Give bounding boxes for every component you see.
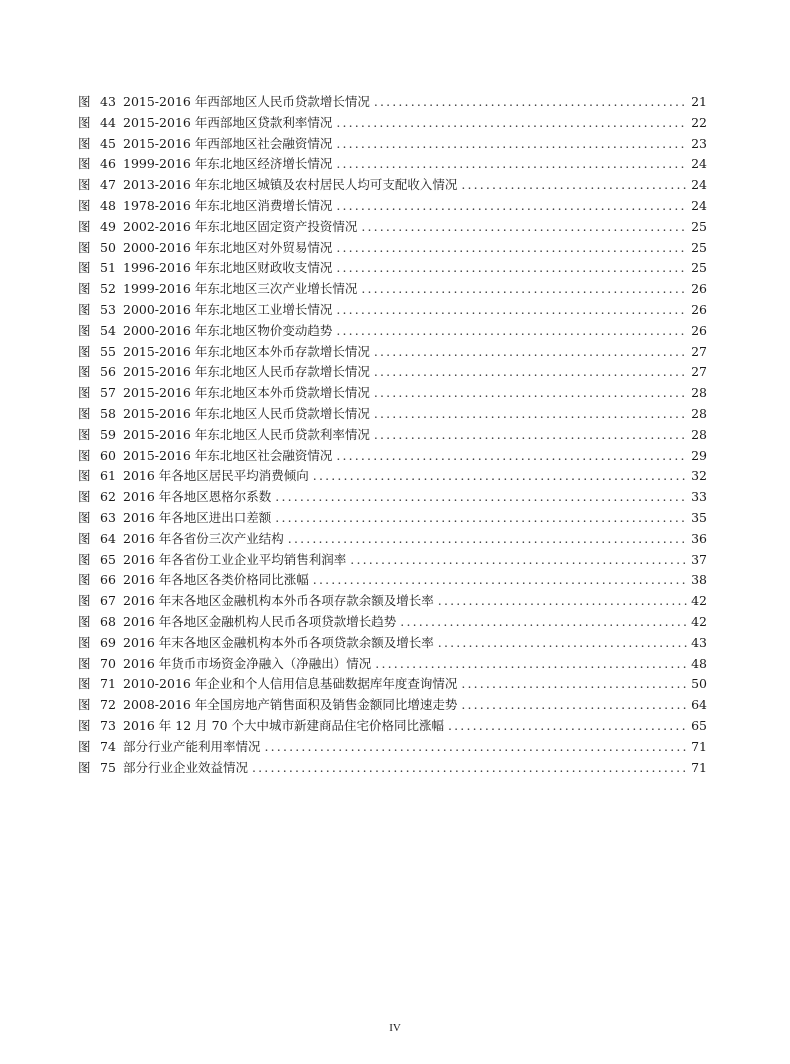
figure-label: 图 [78, 509, 91, 525]
dot-leader [336, 196, 687, 217]
figure-label: 图 [78, 447, 91, 463]
figure-number: 73 [100, 717, 116, 733]
page-reference: 28 [691, 405, 707, 421]
figure-label: 图 [78, 135, 91, 151]
dot-leader [374, 383, 687, 404]
figure-number: 47 [100, 177, 116, 193]
figure-number: 75 [100, 759, 116, 775]
dot-leader [461, 674, 687, 695]
figure-number: 57 [100, 385, 116, 401]
toc-entry[interactable] [78, 196, 707, 217]
dot-leader [336, 238, 687, 259]
figure-title: 2015-2016 年东北地区人民币贷款增长情况 [123, 405, 370, 421]
toc-entry[interactable] [78, 92, 707, 113]
toc-entry[interactable] [78, 425, 707, 446]
figure-title: 2015-2016 年西部地区社会融资情况 [123, 135, 333, 151]
figure-label: 图 [78, 738, 91, 754]
figure-label: 图 [78, 676, 91, 692]
figure-title: 2002-2016 年东北地区固定资产投资情况 [123, 218, 358, 234]
figure-number: 69 [100, 634, 116, 650]
figure-list [78, 92, 707, 778]
page-reference: 26 [691, 322, 707, 338]
toc-entry[interactable] [78, 737, 707, 758]
dot-leader [275, 487, 687, 508]
page-reference: 25 [691, 260, 707, 276]
toc-entry[interactable] [78, 238, 707, 259]
figure-label: 图 [78, 156, 91, 172]
page-number: IV [389, 1022, 401, 1034]
page-reference: 25 [691, 239, 707, 255]
figure-title: 2016 年各地区恩格尔系数 [123, 489, 272, 505]
page-reference: 27 [691, 343, 707, 359]
figure-label: 图 [78, 697, 91, 713]
dot-leader [252, 758, 687, 779]
toc-entry[interactable] [78, 300, 707, 321]
page-reference: 24 [691, 177, 707, 193]
page-reference: 48 [691, 655, 707, 671]
figure-label: 图 [78, 239, 91, 255]
figure-label: 图 [78, 197, 91, 213]
figure-title: 1996-2016 年东北地区财政收支情况 [123, 260, 333, 276]
toc-entry[interactable] [78, 550, 707, 571]
toc-entry[interactable] [78, 716, 707, 737]
figure-number: 49 [100, 218, 116, 234]
page-reference: 42 [691, 613, 707, 629]
dot-leader [361, 279, 687, 300]
toc-entry[interactable] [78, 570, 707, 591]
figure-title: 2016 年各地区金融机构人民币各项贷款增长趋势 [123, 613, 397, 629]
dot-leader [461, 695, 687, 716]
page-reference: 37 [691, 551, 707, 567]
figure-number: 55 [100, 343, 116, 359]
dot-leader [374, 92, 687, 113]
figure-title: 2015-2016 年东北地区社会融资情况 [123, 447, 333, 463]
page-reference: 50 [691, 676, 707, 692]
figure-title: 2015-2016 年东北地区本外币存款增长情况 [123, 343, 370, 359]
page-reference: 29 [691, 447, 707, 463]
figure-label: 图 [78, 218, 91, 234]
dot-leader [350, 550, 687, 571]
dot-leader [336, 134, 687, 155]
figure-number: 60 [100, 447, 116, 463]
toc-entry[interactable] [78, 154, 707, 175]
dot-leader [461, 175, 687, 196]
figure-number: 53 [100, 301, 116, 317]
figure-label: 图 [78, 655, 91, 671]
figure-title: 部分行业产能利用率情况 [123, 738, 261, 754]
figure-number: 52 [100, 281, 116, 297]
dot-leader [438, 591, 687, 612]
toc-entry[interactable] [78, 529, 707, 550]
figure-title: 2016 年货币市场资金净融入（净融出）情况 [123, 655, 372, 671]
dot-leader [275, 508, 687, 529]
page-reference: 28 [691, 426, 707, 442]
page-reference: 22 [691, 114, 707, 130]
figure-label: 图 [78, 281, 91, 297]
figure-label: 图 [78, 364, 91, 380]
dot-leader [375, 654, 687, 675]
dot-leader [361, 217, 687, 238]
figure-title: 2016 年 12 月 70 个大中城市新建商品住宅价格同比涨幅 [123, 717, 444, 733]
page-reference: 32 [691, 468, 707, 484]
figure-label: 图 [78, 426, 91, 442]
toc-entry[interactable] [78, 134, 707, 155]
dot-leader [400, 612, 687, 633]
figure-label: 图 [78, 593, 91, 609]
toc-entry[interactable] [78, 404, 707, 425]
toc-entry[interactable] [78, 446, 707, 467]
figure-number: 51 [100, 260, 116, 276]
figure-title: 1978-2016 年东北地区消费增长情况 [123, 197, 333, 213]
toc-entry[interactable] [78, 612, 707, 633]
figure-title: 2015-2016 年东北地区本外币贷款增长情况 [123, 385, 370, 401]
figure-label: 图 [78, 385, 91, 401]
figure-label: 图 [78, 260, 91, 276]
figure-number: 54 [100, 322, 116, 338]
figure-title: 2015-2016 年东北地区人民币贷款利率情况 [123, 426, 370, 442]
figure-number: 48 [100, 197, 116, 213]
figure-title: 2000-2016 年东北地区对外贸易情况 [123, 239, 333, 255]
figure-title: 2015-2016 年东北地区人民币存款增长情况 [123, 364, 370, 380]
figure-title: 2008-2016 年全国房地产销售面积及销售金额同比增速走势 [123, 697, 458, 713]
page-reference: 35 [691, 509, 707, 525]
figure-number: 70 [100, 655, 116, 671]
figure-title: 2016 年各地区进出口差额 [123, 509, 272, 525]
toc-entry[interactable] [78, 217, 707, 238]
toc-entry[interactable] [78, 113, 707, 134]
figure-number: 46 [100, 156, 116, 172]
figure-number: 68 [100, 613, 116, 629]
dot-leader [265, 737, 687, 758]
dot-leader [374, 425, 687, 446]
toc-entry[interactable] [78, 758, 707, 779]
figure-number: 65 [100, 551, 116, 567]
page-reference: 27 [691, 364, 707, 380]
figure-number: 66 [100, 572, 116, 588]
page-reference: 71 [691, 759, 707, 775]
figure-title: 1999-2016 年东北地区三次产业增长情况 [123, 281, 358, 297]
page-reference: 26 [691, 281, 707, 297]
dot-leader [288, 529, 687, 550]
figure-label: 图 [78, 177, 91, 193]
page-reference: 65 [691, 717, 707, 733]
dot-leader [313, 570, 687, 591]
figure-label: 图 [78, 613, 91, 629]
dot-leader [313, 466, 687, 487]
figure-label: 图 [78, 114, 91, 130]
figure-number: 72 [100, 697, 116, 713]
figure-number: 63 [100, 509, 116, 525]
figure-title: 2016 年末各地区金融机构本外币各项贷款余额及增长率 [123, 634, 434, 650]
figure-label: 图 [78, 572, 91, 588]
page-reference: 33 [691, 489, 707, 505]
figure-number: 50 [100, 239, 116, 255]
figure-number: 74 [100, 738, 116, 754]
figure-label: 图 [78, 322, 91, 338]
figure-title: 1999-2016 年东北地区经济增长情况 [123, 156, 333, 172]
figure-title: 2016 年末各地区金融机构本外币各项存款余额及增长率 [123, 593, 434, 609]
figure-number: 43 [100, 94, 116, 109]
figure-number: 61 [100, 468, 116, 484]
toc-entry[interactable] [78, 279, 707, 300]
dot-leader [336, 113, 687, 134]
toc-entry[interactable] [78, 695, 707, 716]
figure-title: 部分行业企业效益情况 [123, 759, 249, 775]
figure-label: 图 [78, 301, 91, 317]
page-reference: 23 [691, 135, 707, 151]
toc-entry[interactable] [78, 321, 707, 342]
dot-leader [336, 154, 687, 175]
toc-entry[interactable] [78, 674, 707, 695]
figure-title: 2015-2016 年西部地区贷款利率情况 [123, 114, 333, 130]
page-reference: 71 [691, 738, 707, 754]
figure-label: 图 [78, 634, 91, 650]
figure-label: 图 [78, 530, 91, 546]
dot-leader [336, 446, 687, 467]
dot-leader [336, 300, 687, 321]
toc-entry[interactable] [78, 175, 707, 196]
figure-number: 62 [100, 489, 116, 505]
figure-title: 2000-2016 年东北地区物价变动趋势 [123, 322, 333, 338]
dot-leader [336, 258, 687, 279]
figure-number: 64 [100, 530, 116, 546]
page-reference: 25 [691, 218, 707, 234]
figure-label: 图 [78, 717, 91, 733]
toc-entry[interactable] [78, 466, 707, 487]
figure-title: 2013-2016 年东北地区城镇及农村居民人均可支配收入情况 [123, 177, 458, 193]
toc-entry[interactable] [78, 362, 707, 383]
figure-title: 2016 年各省份工业企业平均销售利润率 [123, 551, 347, 567]
toc-entry[interactable] [78, 654, 707, 675]
figure-number: 71 [100, 676, 116, 692]
figure-label: 图 [78, 551, 91, 567]
page-reference: 64 [691, 697, 707, 713]
figure-number: 44 [100, 114, 116, 130]
dot-leader [374, 362, 687, 383]
page-reference: 21 [691, 94, 707, 109]
page-reference: 24 [691, 156, 707, 172]
page-reference: 43 [691, 634, 707, 650]
page-reference: 36 [691, 530, 707, 546]
figure-number: 58 [100, 405, 116, 421]
figure-label: 图 [78, 489, 91, 505]
toc-entry[interactable] [78, 383, 707, 404]
dot-leader [374, 342, 687, 363]
dot-leader [448, 716, 687, 737]
figure-number: 45 [100, 135, 116, 151]
figure-number: 56 [100, 364, 116, 380]
figure-title: 2010-2016 年企业和个人信用信息基础数据库年度查询情况 [123, 676, 458, 692]
page-reference: 42 [691, 593, 707, 609]
toc-entry[interactable] [78, 633, 707, 654]
page-reference: 26 [691, 301, 707, 317]
toc-entry[interactable] [78, 342, 707, 363]
page-reference: 38 [691, 572, 707, 588]
page-reference: 28 [691, 385, 707, 401]
toc-entry[interactable] [78, 508, 707, 529]
figure-title: 2016 年各省份三次产业结构 [123, 530, 284, 546]
toc-entry[interactable] [78, 591, 707, 612]
figure-label: 图 [78, 94, 91, 109]
figure-number: 67 [100, 593, 116, 609]
figure-title: 2016 年各地区居民平均消费倾向 [123, 468, 309, 484]
figure-title: 2015-2016 年西部地区人民币贷款增长情况 [123, 94, 370, 109]
toc-entry[interactable] [78, 258, 707, 279]
dot-leader [438, 633, 687, 654]
figure-title: 2000-2016 年东北地区工业增长情况 [123, 301, 333, 317]
dot-leader [374, 404, 687, 425]
figure-label: 图 [78, 759, 91, 775]
figure-label: 图 [78, 343, 91, 359]
toc-entry[interactable] [78, 487, 707, 508]
figure-number: 59 [100, 426, 116, 442]
dot-leader [336, 321, 687, 342]
figure-label: 图 [78, 405, 91, 421]
figure-title: 2016 年各地区各类价格同比涨幅 [123, 572, 309, 588]
figure-label: 图 [78, 468, 91, 484]
page-reference: 24 [691, 197, 707, 213]
